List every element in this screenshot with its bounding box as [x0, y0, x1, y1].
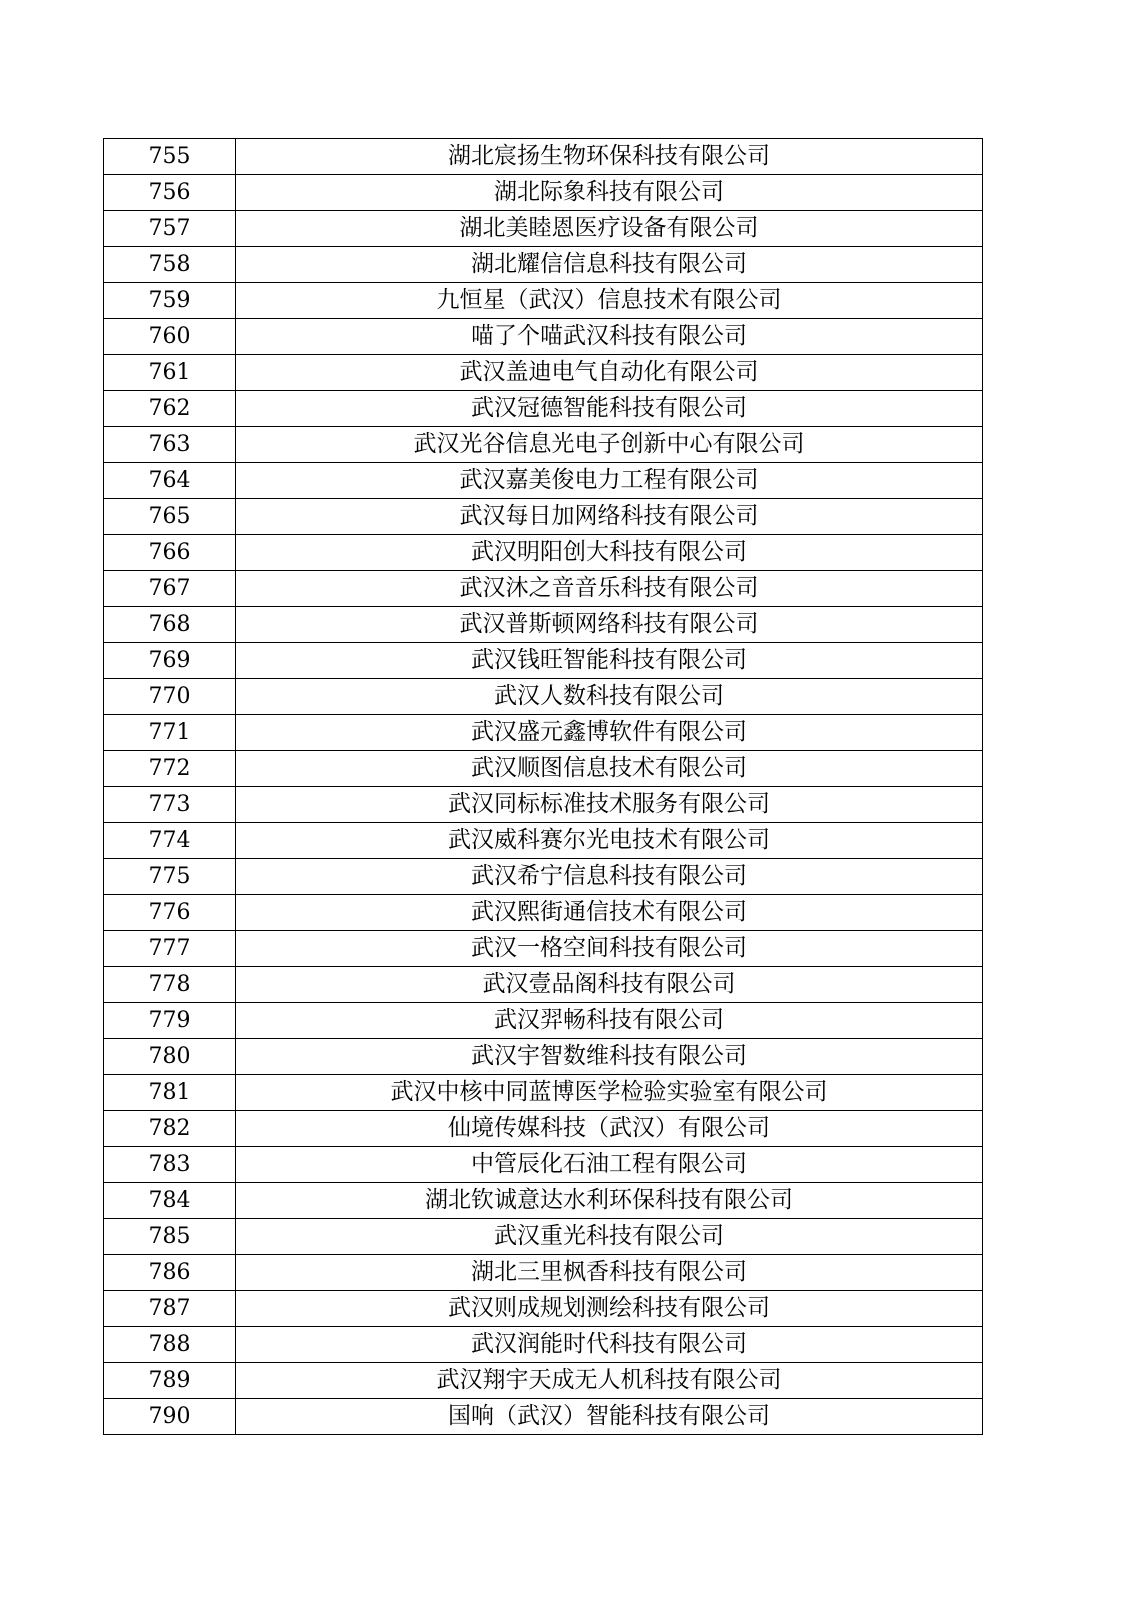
row-number-cell: 763 [104, 427, 236, 463]
row-number-cell: 756 [104, 175, 236, 211]
table-row [104, 607, 983, 643]
company-name-cell: 武汉重光科技有限公司 [236, 1219, 983, 1255]
table-row [104, 391, 983, 427]
row-number-cell: 776 [104, 895, 236, 931]
row-number-cell: 790 [104, 1399, 236, 1435]
row-number-cell: 786 [104, 1255, 236, 1291]
table-row [104, 463, 983, 499]
table-row [104, 355, 983, 391]
row-number-cell: 768 [104, 607, 236, 643]
table-row [104, 1003, 983, 1039]
company-name-cell: 武汉顺图信息技术有限公司 [236, 751, 983, 787]
row-number-cell: 789 [104, 1363, 236, 1399]
row-number-cell: 755 [104, 139, 236, 175]
table-row [104, 1255, 983, 1291]
row-number-cell: 771 [104, 715, 236, 751]
table-row [104, 535, 983, 571]
company-name-cell: 武汉翔宇天成无人机科技有限公司 [236, 1363, 983, 1399]
company-name-cell: 武汉一格空间科技有限公司 [236, 931, 983, 967]
table-row [104, 1399, 983, 1435]
company-name-cell: 武汉钱旺智能科技有限公司 [236, 643, 983, 679]
table-row [104, 175, 983, 211]
company-name-cell: 武汉宇智数维科技有限公司 [236, 1039, 983, 1075]
row-number-cell: 759 [104, 283, 236, 319]
company-name-cell: 湖北三里枫香科技有限公司 [236, 1255, 983, 1291]
row-number-cell: 766 [104, 535, 236, 571]
row-number-cell: 783 [104, 1147, 236, 1183]
row-number-cell: 779 [104, 1003, 236, 1039]
company-name-cell: 武汉同标标准技术服务有限公司 [236, 787, 983, 823]
table-row [104, 247, 983, 283]
company-name-cell: 武汉沐之音音乐科技有限公司 [236, 571, 983, 607]
table-row [104, 643, 983, 679]
row-number-cell: 765 [104, 499, 236, 535]
table-row [104, 283, 983, 319]
table-row [104, 1219, 983, 1255]
row-number-cell: 767 [104, 571, 236, 607]
row-number-cell: 770 [104, 679, 236, 715]
company-name-cell: 喵了个喵武汉科技有限公司 [236, 319, 983, 355]
company-name-cell: 武汉光谷信息光电子创新中心有限公司 [236, 427, 983, 463]
company-name-cell: 国响（武汉）智能科技有限公司 [236, 1399, 983, 1435]
row-number-cell: 757 [104, 211, 236, 247]
row-number-cell: 777 [104, 931, 236, 967]
company-name-cell: 仙境传媒科技（武汉）有限公司 [236, 1111, 983, 1147]
company-name-cell: 武汉盛元鑫博软件有限公司 [236, 715, 983, 751]
company-name-cell: 武汉人数科技有限公司 [236, 679, 983, 715]
table-row [104, 499, 983, 535]
table-row [104, 931, 983, 967]
row-number-cell: 761 [104, 355, 236, 391]
company-name-cell: 武汉中核中同蓝博医学检验实验室有限公司 [236, 1075, 983, 1111]
table-row [104, 895, 983, 931]
table-row [104, 1039, 983, 1075]
company-name-cell: 武汉壹品阁科技有限公司 [236, 967, 983, 1003]
table-row [104, 787, 983, 823]
row-number-cell: 780 [104, 1039, 236, 1075]
row-number-cell: 778 [104, 967, 236, 1003]
company-name-cell: 湖北际象科技有限公司 [236, 175, 983, 211]
company-name-cell: 武汉盖迪电气自动化有限公司 [236, 355, 983, 391]
row-number-cell: 764 [104, 463, 236, 499]
row-number-cell: 774 [104, 823, 236, 859]
row-number-cell: 773 [104, 787, 236, 823]
table-row [104, 1327, 983, 1363]
table-row [104, 751, 983, 787]
table-row [104, 211, 983, 247]
company-name-cell: 武汉则成规划测绘科技有限公司 [236, 1291, 983, 1327]
table-row [104, 823, 983, 859]
row-number-cell: 758 [104, 247, 236, 283]
company-name-cell: 武汉熙街通信技术有限公司 [236, 895, 983, 931]
row-number-cell: 762 [104, 391, 236, 427]
table-row [104, 967, 983, 1003]
company-name-cell: 湖北美睦恩医疗设备有限公司 [236, 211, 983, 247]
row-number-cell: 781 [104, 1075, 236, 1111]
row-number-cell: 788 [104, 1327, 236, 1363]
table-row [104, 1075, 983, 1111]
table-body [104, 139, 983, 1435]
row-number-cell: 769 [104, 643, 236, 679]
row-number-cell: 782 [104, 1111, 236, 1147]
row-number-cell: 784 [104, 1183, 236, 1219]
company-name-cell: 武汉普斯顿网络科技有限公司 [236, 607, 983, 643]
table-row [104, 859, 983, 895]
row-number-cell: 787 [104, 1291, 236, 1327]
company-name-cell: 武汉冠德智能科技有限公司 [236, 391, 983, 427]
table-row [104, 1147, 983, 1183]
table-row [104, 319, 983, 355]
company-name-cell: 武汉羿畅科技有限公司 [236, 1003, 983, 1039]
table-row [104, 1183, 983, 1219]
company-name-cell: 湖北宸扬生物环保科技有限公司 [236, 139, 983, 175]
company-name-cell: 武汉嘉美俊电力工程有限公司 [236, 463, 983, 499]
table-row [104, 679, 983, 715]
company-name-cell: 武汉明阳创大科技有限公司 [236, 535, 983, 571]
row-number-cell: 772 [104, 751, 236, 787]
table-row [104, 139, 983, 175]
company-name-cell: 湖北钦诚意达水利环保科技有限公司 [236, 1183, 983, 1219]
table-row [104, 1363, 983, 1399]
table-row [104, 1291, 983, 1327]
company-name-cell: 武汉威科赛尔光电技术有限公司 [236, 823, 983, 859]
row-number-cell: 775 [104, 859, 236, 895]
company-name-cell: 武汉每日加网络科技有限公司 [236, 499, 983, 535]
company-table [103, 138, 983, 1435]
company-name-cell: 武汉希宁信息科技有限公司 [236, 859, 983, 895]
row-number-cell: 760 [104, 319, 236, 355]
table-row [104, 571, 983, 607]
table-row [104, 427, 983, 463]
row-number-cell: 785 [104, 1219, 236, 1255]
company-name-cell: 湖北耀信信息科技有限公司 [236, 247, 983, 283]
company-name-cell: 中管辰化石油工程有限公司 [236, 1147, 983, 1183]
table-row [104, 715, 983, 751]
company-name-cell: 武汉润能时代科技有限公司 [236, 1327, 983, 1363]
table-row [104, 1111, 983, 1147]
company-name-cell: 九恒星（武汉）信息技术有限公司 [236, 283, 983, 319]
